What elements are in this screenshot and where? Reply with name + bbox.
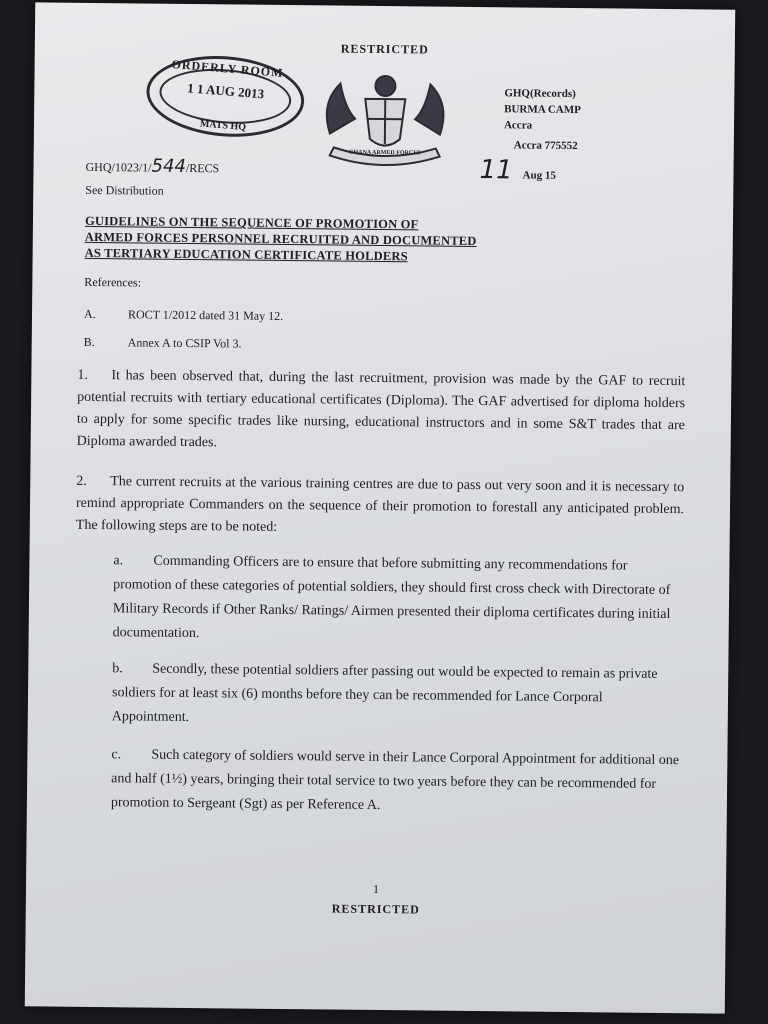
distribution-line: See Distribution <box>85 182 164 198</box>
file-ref-suffix: /RECS <box>185 160 220 176</box>
sub-item-letter: c. <box>111 747 122 763</box>
file-ref-number: 544 <box>151 155 187 177</box>
armed-forces-crest-icon <box>309 63 460 180</box>
stamp-date: 1 1 AUG 2013 <box>186 80 265 102</box>
document-title <box>85 213 477 265</box>
paragraph-1 <box>77 365 686 459</box>
sub-item-letter: a. <box>113 553 124 569</box>
sub-item-letter: b. <box>112 661 123 677</box>
file-ref-prefix: GHQ/1023/1/ <box>85 159 152 175</box>
paragraph-2 <box>76 471 685 543</box>
stamp-title: ORDERLY ROOM <box>171 56 284 80</box>
sub-item-text: Secondly, these potential soldiers after passing out would be expected to remain as private soldiers for at least six (6) months before they can be recommended for Lance Corporal Appointment. <box>111 661 658 726</box>
title-line: ARMED FORCES PERSONNEL RECRUITED AND DOCUMENTED <box>84 229 477 248</box>
classification-header: RESTRICTED <box>340 41 429 57</box>
address-line: BURMA CAMP <box>504 103 581 117</box>
title-line: GUIDELINES ON THE SEQUENCE OF PROMOTION OF <box>84 213 419 232</box>
phone-number: Accra 775552 <box>513 139 578 153</box>
document-page <box>25 2 735 1013</box>
address-block <box>504 85 581 134</box>
paragraph-number: 1. <box>77 367 88 383</box>
reference-text: Annex A to CSIP Vol 3. <box>127 335 242 351</box>
title-line: AS TERTIARY EDUCATION CERTIFICATE HOLDERS <box>84 245 408 264</box>
sub-item-a <box>113 549 674 651</box>
paragraph-number: 2. <box>76 473 87 489</box>
stamp-unit: MATS HQ <box>199 118 247 134</box>
sub-item-b <box>112 657 673 735</box>
sub-item-c <box>111 743 682 821</box>
crest-motto: GHANA ARMED FORCES <box>348 149 421 157</box>
address-line: Accra <box>503 119 533 132</box>
letter-date <box>479 155 556 186</box>
page-number: 1 <box>372 881 380 897</box>
orderly-room-stamp <box>143 50 307 142</box>
reference-letter: B. <box>83 334 95 350</box>
classification-footer: RESTRICTED <box>331 901 420 917</box>
file-reference <box>85 155 219 177</box>
reference-item <box>84 307 283 324</box>
paragraph-text: The current recruits at the various training centres are due to pass out very soon and it is necessary to remind appropriate Commanders on the sequence of their promotion to forestall any anticipated problem. The following steps are to be noted: <box>75 474 685 535</box>
sub-item-text: Such category of soldiers would serve in their Lance Corporal Appointment for additional one and half (1½) years, bringing their total service to two years before they can be recommended for promotion to Sergeant (Sgt) as per Reference A. <box>110 747 680 814</box>
reference-item <box>84 335 242 352</box>
paragraph-text: It has been observed that, during the last recruitment, provision was made by the GAF to recruit potential recruits with tertiary educational certificates (Diploma). The GAF advertised for diploma holders to apply for some specific trades like nursing, educational instructors and in some S&T trades that are Diploma awarded trades. <box>76 368 686 451</box>
sub-item-text: Commanding Officers are to ensure that before submitting any recommendations for promotion of these categories of potential soldiers, they should first cross check with Directorate of Military Records if Other Ranks/ Ratings/ Airmen presented their diploma certificates during initial documentation. <box>112 553 671 642</box>
address-line: GHQ(Records) <box>504 87 576 101</box>
reference-letter: A. <box>83 306 96 322</box>
reference-text: ROCT 1/2012 dated 31 May 12. <box>127 307 284 323</box>
date-typed: Aug 15 <box>522 169 556 182</box>
references-heading: References: <box>84 274 142 290</box>
date-handwritten: 11 <box>479 155 513 186</box>
